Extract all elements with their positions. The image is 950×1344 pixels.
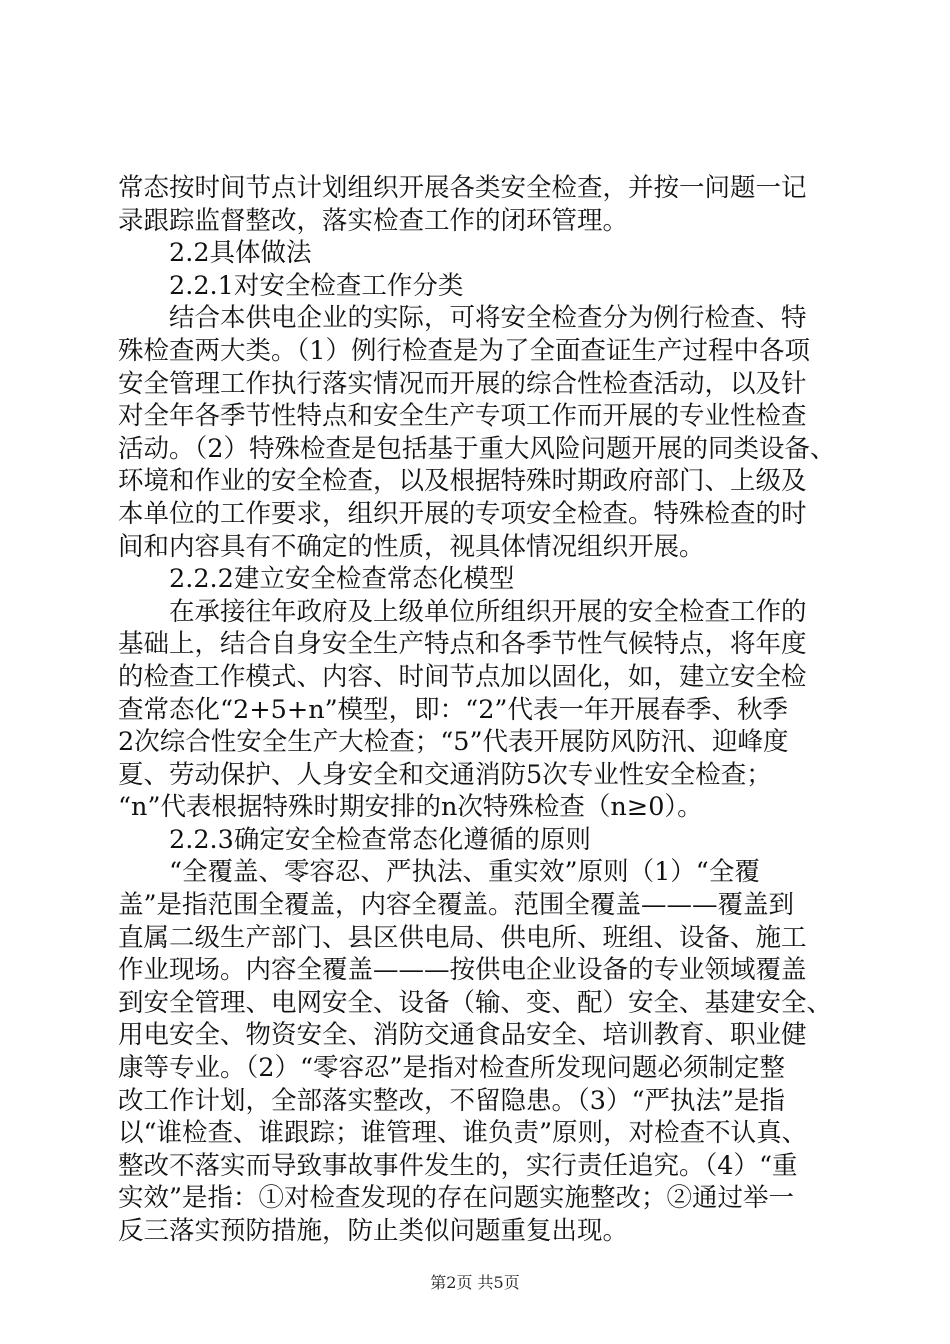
text-line: 2.2.2建立安全检查常态化模型	[118, 564, 515, 595]
text-line: “全覆盖、零容忍、严执法、重实效”原则（1）“全覆	[118, 857, 760, 888]
text-line: 盖”是指范围全覆盖，内容全覆盖。范围全覆盖———覆盖到	[118, 890, 795, 921]
text-line: 到安全管理、电网安全、设备（输、变、配）安全、基建安全、	[118, 987, 833, 1018]
text-line: 基础上，结合自身安全生产特点和各季节性气候特点，将年度	[118, 629, 807, 660]
document-body	[118, 172, 834, 1248]
text-line: 2.2.1对安全检查工作分类	[118, 270, 464, 301]
text-line: 2.2具体做法	[118, 238, 312, 269]
text-line: 改工作计划，全部落实整改，不留隐患。（3）“严执法”是指	[118, 1085, 786, 1116]
text-line: 本单位的工作要求，组织开展的专项安全检查。特殊检查的时	[118, 498, 807, 529]
text-line: 间和内容具有不确定的性质，视具体情况组织开展。	[118, 531, 705, 562]
text-line: 安全管理工作执行落实情况而开展的综合性检查活动，以及针	[118, 368, 807, 399]
text-line: 作业现场。内容全覆盖———按供电企业设备的专业领域覆盖	[118, 955, 807, 986]
text-line: 查常态化“2+5+n”模型，即：“2”代表一年开展春季、秋季	[118, 694, 788, 725]
text-line: 对全年各季节性特点和安全生产专项工作而开展的专业性检查	[118, 401, 807, 432]
text-line: 反三落实预防措施，防止类似问题重复出现。	[118, 1216, 629, 1246]
page-footer: 第2页 共5页	[430, 1273, 520, 1292]
text-line: 的检查工作模式、内容、时间节点加以固化，如，建立安全检	[118, 661, 807, 692]
text-line: 以“谁检查、谁跟踪；谁管理、谁负责”原则，对检查不认真、	[118, 1118, 808, 1149]
text-line: 结合本供电企业的实际，可将安全检查分为例行检查、特	[118, 303, 807, 334]
text-line: 2.2.3确定安全检查常态化遵循的原则	[118, 824, 591, 855]
text-line: 实效”是指：①对检查发现的存在问题实施整改；②通过举一	[118, 1183, 795, 1214]
text-line: 常态按时间节点计划组织开展各类安全检查，并按一问题一记	[118, 173, 807, 203]
text-line: 整改不落实而导致事故事件发生的，实行责任追究。（4）“重	[118, 1150, 798, 1181]
text-line: 在承接往年政府及上级单位所组织开展的安全检查工作的	[118, 596, 807, 627]
text-line: 活动。（2）特殊检查是包括基于重大风险问题开展的同类设备、	[118, 433, 836, 464]
text-line: “n”代表根据特殊时期安排的n次特殊检查（n≥0）。	[118, 792, 703, 823]
text-line: 录跟踪监督整改，落实检查工作的闭环管理。	[118, 205, 629, 236]
text-line: 环境和作业的安全检查，以及根据特殊时期政府部门、上级及	[118, 466, 807, 497]
text-line: 2次综合性安全生产大检查；“5”代表开展防风防汛、迎峰度	[118, 727, 789, 758]
text-line: 殊检查两大类。（1）例行检查是为了全面查证生产过程中各项	[118, 335, 810, 366]
text-line: 用电安全、物资安全、消防交通食品安全、培训教育、职业健	[118, 1020, 807, 1051]
text-line: 夏、劳动保护、人身安全和交通消防5次专业性安全检查；	[118, 759, 772, 790]
text-line: 直属二级生产部门、县区供电局、供电所、班组、设备、施工	[118, 922, 807, 953]
text-line: 康等专业。（2）“零容忍”是指对检查所发现问题必须制定整	[118, 1053, 786, 1084]
